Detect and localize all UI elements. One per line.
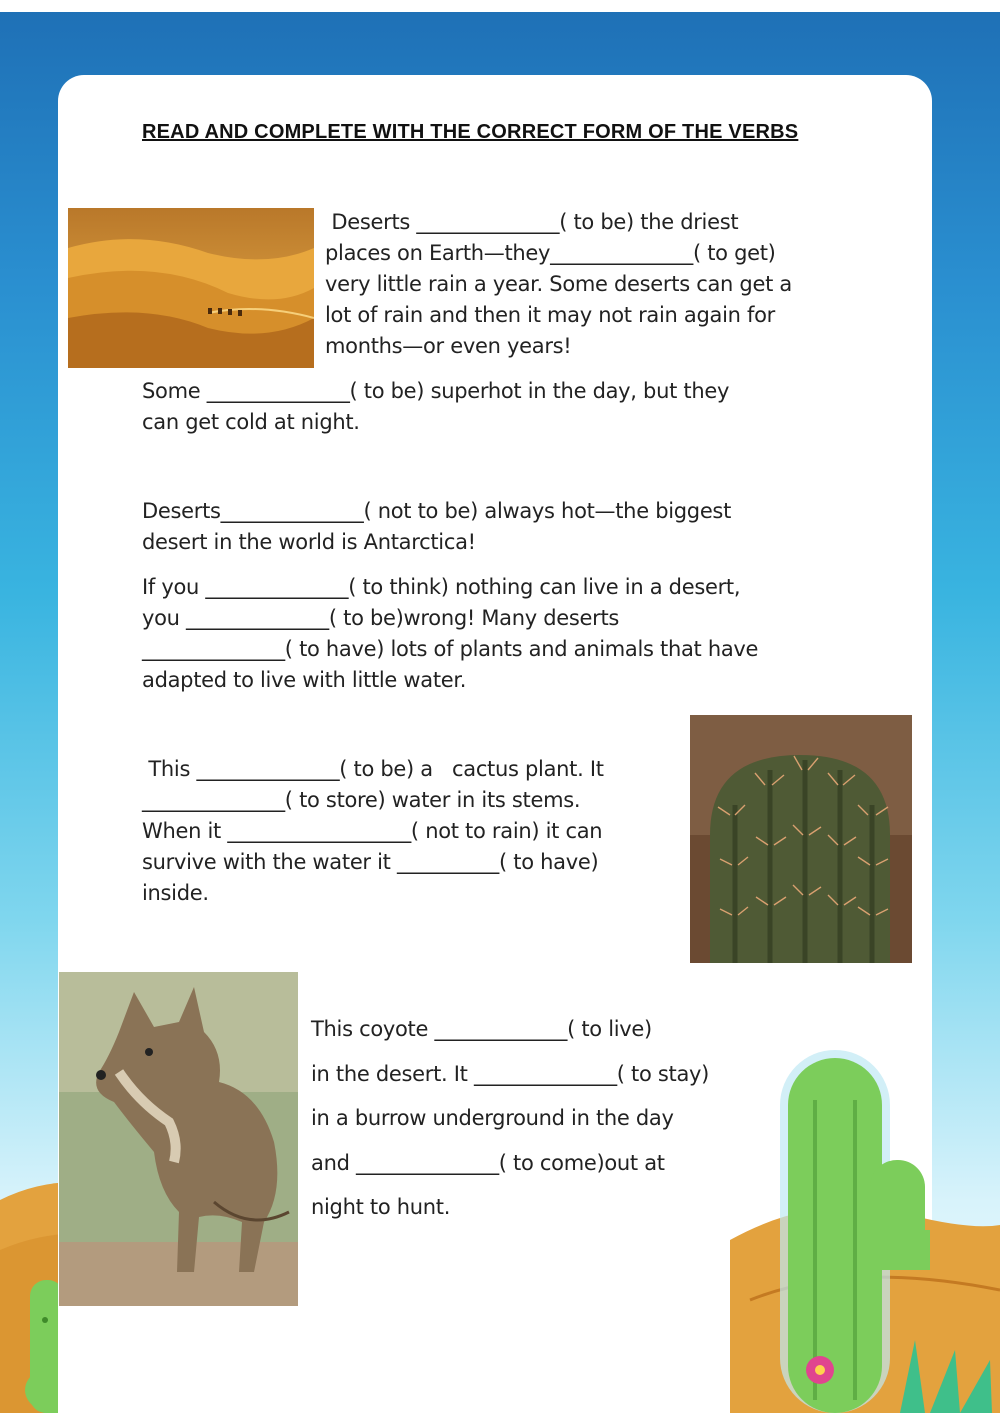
- coyote-photo: [59, 972, 298, 1306]
- cactus-photo: [690, 715, 912, 963]
- top-border: [0, 0, 1000, 12]
- paragraph-coyote: This coyote _____________( to live) in the desert. It ______________( to stay) in a burrow underground in the day and ______________( to come)out at night to hunt.: [311, 1017, 710, 1219]
- cactus-decoration-right: [730, 1040, 1000, 1413]
- paragraph-deserts-driest: Deserts ______________( to be) the driest places on Earth—they______________( to get) very little rain a year. Some deserts can get a lot of rain and then it may not rain again for months—or even years!: [325, 210, 792, 358]
- paragraph-superhot: Some ______________( to be) superhot in the day, but they can get cold at night.: [142, 379, 730, 434]
- paragraph-plants-animals: If you ______________( to think) nothing can live in a desert, you ______________( to be)wrong! Many deserts ______________( to have) lots of plants and animals that have adapted to live with little water.: [142, 575, 759, 692]
- pink-flower-icon: [806, 1356, 834, 1384]
- paragraph-cactus: This ______________( to be) a cactus plant. It ______________( to store) water in its stems. When it __________________( not to rain) it can survive with the water it __________( to have) inside.: [142, 757, 604, 905]
- worksheet-title: READ AND COMPLETE WITH THE CORRECT FORM OF THE VERBS: [142, 121, 799, 143]
- paragraph-antarctica: Deserts______________( not to be) always hot—the biggest desert in the world is Antarctica!: [142, 499, 732, 554]
- desert-dunes-photo: [68, 208, 314, 368]
